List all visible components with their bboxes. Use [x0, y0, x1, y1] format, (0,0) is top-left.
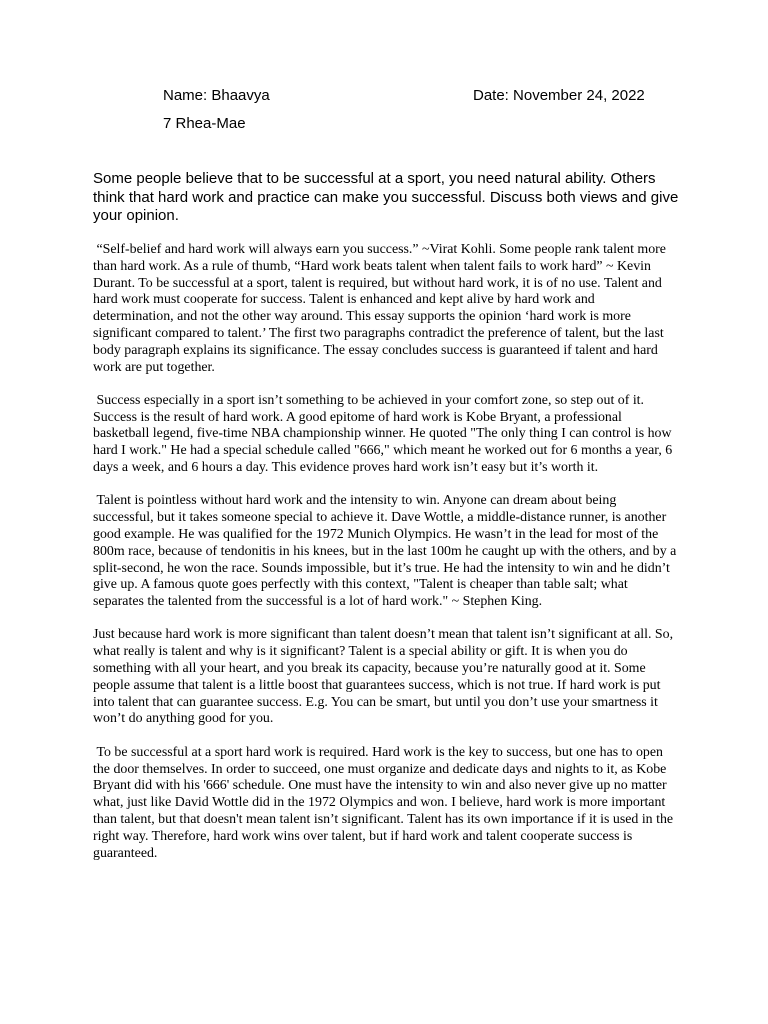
essay-paragraph-body-2: Talent is pointless without hard work and the intensity to win. Anyone can dream about being successful, but it takes someone special to achieve it. Dave Wottle, a middle-distance runner, is another good example. He was qualified for the 1972 Munich Olympics. He wasn’t in the lead for most of the 800m race, because of tendonitis in his knees, but in the last 100m he caught up with the others, and by a split-second, he won the race. Sounds impossible, but it’s true. He had the intensity to win and he didn’t give up. A famous quote goes perfectly with this context, "Talent is cheaper than table salt; what separates the talented from the successful is a lot of hard work." ~ Stephen King.	[93, 493, 680, 610]
essay-paragraph-body-3: Just because hard work is more significant than talent doesn’t mean that talent isn’t significant at all. So, what really is talent and why is it significant? Talent is a special ability or gift. It is when you do something with all your heart, and you break its capacity, because you’re naturally good at it. Some people assume that talent is a little boost that guarantees success, which is not true. If hard work is put into talent that can guarantee success. E.g. You can be smart, but until you don’t use your smartness it won’t do anything good for you.	[93, 627, 677, 727]
essay-paragraph-intro: “Self-belief and hard work will always earn you success.” ~Virat Kohli. Some people rank talent more than hard work. As a rule of thumb, “Hard work beats talent when talent fails to work hard” ~ Kevin Durant. To be successful at a sport, talent is required, but without hard work, it is of no use. Talent and hard work must cooperate for success. Talent is enhanced and kept alive by hard work and determination, and not the other way around. This essay supports the opinion ‘hard work is more significant compared to talent.’ The first two paragraphs contradict the preference of talent, but the last body paragraph explains its significance. The essay concludes success is guaranteed if talent and hard work are put together.	[93, 242, 670, 375]
essay-date: Date: November 24, 2022	[473, 87, 645, 104]
student-name: Name: Bhaavya	[163, 87, 270, 104]
essay-paragraph-conclusion: To be successful at a sport hard work is required. Hard work is the key to success, but one has to open the door themselves. In order to succeed, one must organize and dedicate days and nights to it, as Kobe Bryant did with his '666' schedule. One must have the intensity to win and also never give up no matter what, just like David Wottle did in the 1972 Olympics and won. I believe, hard work is more important than talent, but that doesn't mean talent isn’t significant. Talent has its own importance if it is used in the right way. Therefore, hard work wins over talent, but if hard work and talent cooperate success is guaranteed.	[93, 744, 677, 861]
essay-body	[93, 242, 678, 879]
essay-paragraph-body-1: Success especially in a sport isn’t something to be achieved in your comfort zone, so step out of it. Success is the result of hard work. A good epitome of hard work is Kobe Bryant, a professional basketball legend, five-time NBA championship winner. He quoted "The only thing I can control is how hard I work." He had a special schedule called "666," which meant he worked out for 6 months a year, 6 days a week, and 6 hours a day. This evidence proves hard work isn’t easy but it’s worth it.	[93, 392, 676, 476]
essay-prompt: Some people believe that to be successful at a sport, you need natural ability. Others think that hard work and practice can make you successful. Discuss both views and give your opinion.	[93, 170, 679, 224]
class-name: 7 Rhea-Mae	[163, 115, 246, 132]
